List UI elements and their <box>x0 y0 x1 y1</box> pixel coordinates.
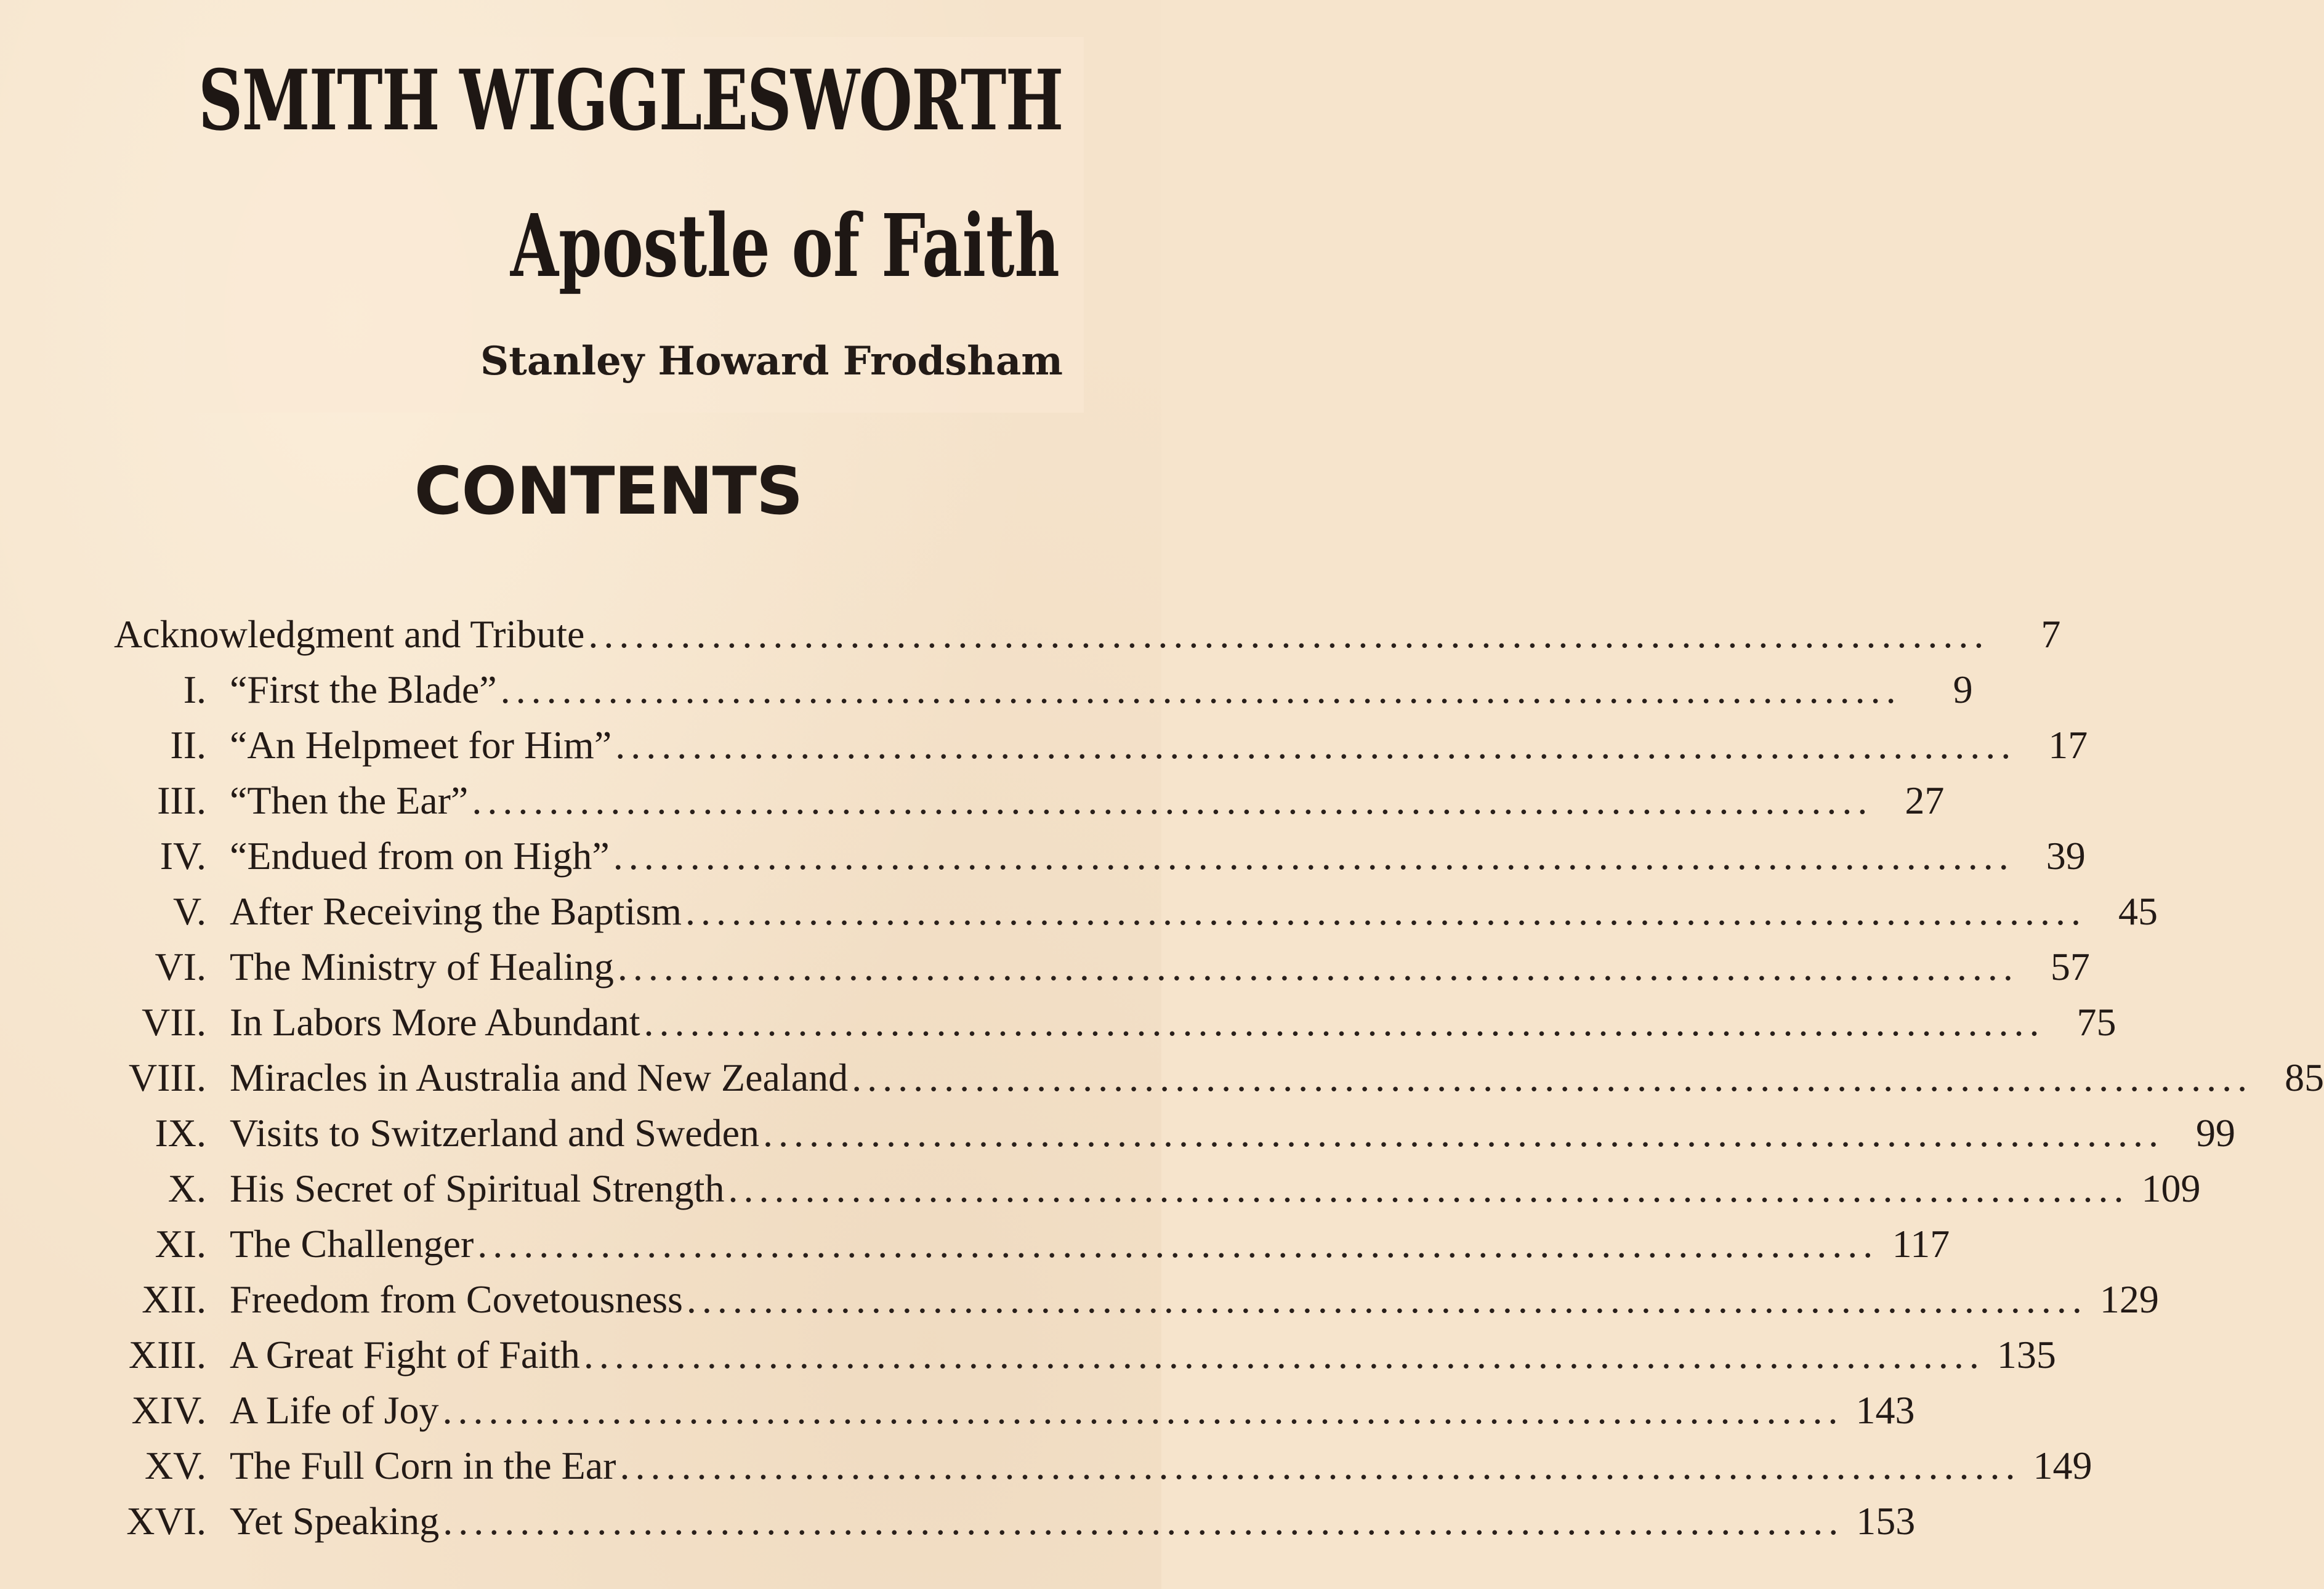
toc-dot-leader: ........................................................................................... <box>613 834 2014 878</box>
toc-entry-page: 135 <box>1996 1333 2056 1377</box>
toc-entry-title: Acknowledgment and Tribute <box>114 612 585 656</box>
book-subtitle: Apostle of Faith <box>510 196 1060 297</box>
toc-entry-title: Yet Speaking <box>230 1499 440 1543</box>
toc-entry-title: The Full Corn in the Ear <box>230 1444 616 1487</box>
toc-entry-number: VII. <box>142 1000 206 1044</box>
toc-entry-chapter-9 <box>114 1106 2236 1161</box>
toc-dot-leader: ........................................................................................... <box>442 1388 1844 1432</box>
toc-entry-title: After Receiving the Baptism <box>230 889 682 933</box>
toc-entry-number: V. <box>173 889 206 933</box>
toc-entry-page: 57 <box>2050 945 2090 989</box>
toc-entry-page: 39 <box>2046 834 2086 878</box>
toc-dot-leader: ........................................................................................... <box>472 778 1873 822</box>
toc-dot-leader: ........................................................................................... <box>615 723 2017 767</box>
toc-entry-number: XVI. <box>126 1499 206 1543</box>
toc-dot-leader: ........................................................................................... <box>686 1277 2088 1321</box>
toc-entry-title: A Great Fight of Faith <box>230 1333 580 1377</box>
toc-entry-page: 149 <box>2033 1444 2092 1487</box>
toc-entry-chapter-4 <box>114 828 2086 884</box>
toc-entry-number: X. <box>167 1166 206 1210</box>
toc-entry-chapter-8 <box>114 1050 2324 1106</box>
toc-entry-chapter-3 <box>114 773 1945 828</box>
toc-entry-number: IV. <box>159 834 206 878</box>
toc-entry-number: XII. <box>142 1277 206 1321</box>
contents-heading: CONTENTS <box>414 453 803 529</box>
toc-entry-chapter-1 <box>114 662 1973 718</box>
toc-dot-leader: ........................................................................................... <box>852 1056 2253 1099</box>
toc-entry-number: III. <box>157 778 206 822</box>
toc-entry-chapter-5 <box>114 884 2158 939</box>
toc-entry-page: 99 <box>2196 1111 2236 1155</box>
toc-entry-number: I. <box>183 668 206 711</box>
toc-entry-title: “An Helpmeet for Him” <box>230 723 612 767</box>
toc-entry-title: The Ministry of Healing <box>230 945 614 989</box>
toc-entry-title: “Then the Ear” <box>230 778 469 822</box>
toc-entry-title: “Endued from on High” <box>230 834 610 878</box>
toc-entry-title: Freedom from Covetousness <box>230 1277 683 1321</box>
toc-entry-title: Miracles in Australia and New Zealand <box>230 1056 849 1099</box>
toc-entry-number: II. <box>170 723 206 767</box>
toc-entry-page: 45 <box>2118 889 2158 933</box>
toc-dot-leader: ........................................................................................... <box>443 1499 1844 1543</box>
toc-entry-page: 75 <box>2076 1000 2116 1044</box>
toc-entry-page: 17 <box>2048 723 2088 767</box>
toc-entry-chapter-2 <box>114 718 2088 773</box>
toc-entry-page: 143 <box>1855 1388 1915 1432</box>
toc-entry-page: 27 <box>1905 778 1945 822</box>
toc-entry-page: 85 <box>2285 1056 2324 1099</box>
toc-dot-leader: ........................................................................................... <box>500 668 1902 711</box>
table-of-contents <box>114 607 2324 1549</box>
toc-entry-chapter-16 <box>114 1494 1916 1549</box>
toc-entry-number: XI. <box>155 1222 206 1266</box>
book-title: SMITH WIGGLESWORTH <box>198 51 1063 149</box>
toc-dot-leader: ........................................................................................... <box>763 1111 2165 1155</box>
toc-entry-page: 109 <box>2141 1166 2201 1210</box>
toc-entry-chapter-7 <box>114 995 2116 1050</box>
toc-entry-chapter-11 <box>114 1216 1950 1272</box>
toc-entry-title: A Life of Joy <box>230 1388 439 1432</box>
toc-entry-title: In Labors More Abundant <box>230 1000 640 1044</box>
book-author: Stanley Howard Frodsham <box>480 338 1063 384</box>
toc-entry-acknowledgment <box>114 607 2061 662</box>
toc-entry-chapter-6 <box>114 939 2090 995</box>
toc-entry-chapter-14 <box>114 1383 1915 1438</box>
toc-dot-leader: ........................................................................................... <box>583 1333 1985 1377</box>
toc-entry-page: 117 <box>1892 1222 1950 1266</box>
toc-entry-number: XIV. <box>131 1388 206 1432</box>
toc-entry-chapter-10 <box>114 1161 2201 1216</box>
toc-entry-page: 9 <box>1953 668 1973 711</box>
toc-entry-number: XV. <box>144 1444 206 1487</box>
toc-dot-leader: ........................................................................................... <box>617 945 2019 989</box>
toc-dot-leader: ........................................................................................... <box>728 1166 2129 1210</box>
toc-entry-chapter-15 <box>114 1438 2092 1494</box>
toc-entry-number: VIII. <box>128 1056 206 1099</box>
toc-entry-page: 7 <box>2041 612 2061 656</box>
toc-entry-title: Visits to Switzerland and Sweden <box>230 1111 760 1155</box>
toc-dot-leader: ........................................................................................... <box>685 889 2087 933</box>
toc-dot-leader: ........................................................................................... <box>477 1222 1879 1266</box>
toc-dot-leader: ........................................................................................... <box>619 1444 2021 1487</box>
toc-entry-title: “First the Blade” <box>230 668 497 711</box>
toc-entry-number: IX. <box>155 1111 206 1155</box>
toc-entry-page: 153 <box>1856 1499 1916 1543</box>
toc-entry-page: 129 <box>2099 1277 2159 1321</box>
toc-entry-title: His Secret of Spiritual Strength <box>230 1166 725 1210</box>
toc-entry-number: VI. <box>155 945 206 989</box>
toc-entry-title: The Challenger <box>230 1222 474 1266</box>
toc-entry-chapter-13 <box>114 1327 2056 1383</box>
toc-dot-leader: ........................................................................................... <box>588 612 1990 656</box>
toc-entry-number: XIII. <box>128 1333 206 1377</box>
toc-entry-chapter-12 <box>114 1272 2159 1327</box>
toc-dot-leader: ........................................................................................... <box>644 1000 2045 1044</box>
